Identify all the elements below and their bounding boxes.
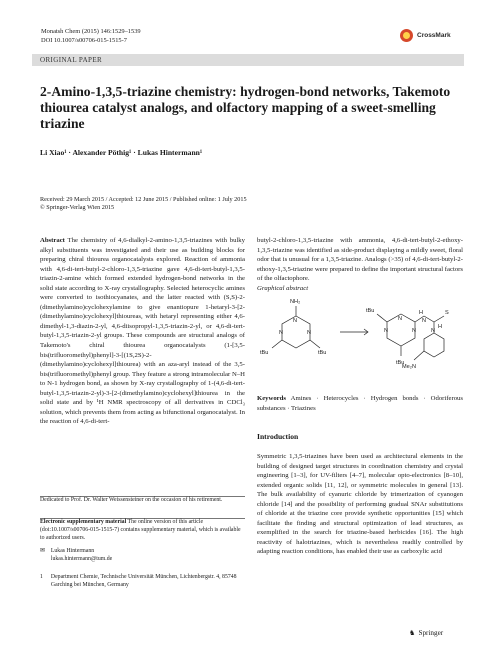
ga-label: N [398, 316, 403, 322]
abstract-heading: Abstract [40, 237, 65, 244]
section-label: ORIGINAL PAPER [40, 55, 103, 64]
ga-label: Me₂N [402, 364, 416, 370]
introduction-heading: Introduction [257, 432, 299, 441]
corr-email[interactable]: lukas.hintermann@tum.de [50, 555, 113, 562]
corr-name: Lukas Hintermann [50, 548, 95, 554]
envelope-icon: ✉ [40, 548, 45, 554]
ga-label: N [412, 328, 417, 334]
dates-line: Received: 29 March 2015 / Accepted: 12 June 2015 / Published online: 1 July 2015 [40, 196, 247, 203]
graphical-abstract [256, 292, 462, 392]
graphical-abstract-label: Graphical abstract [257, 284, 309, 292]
correspondence [40, 548, 245, 564]
abstract-continued: butyl-2-chloro-1,3,5-triazine with ammonia, 4,6-di-tert-butyl-2-ethoxy-1,3,5-triazine was identified as side-product displaying a mildly sweet, floral odor that is unusual for a 1,3,5-triazine. Analogs (>35) of 4,6-di-tert-butyl-2-ethoxy-1,3,5-triazine were prepared to define the important structural factors of the olfactophore. [257, 237, 463, 283]
ga-label: tBu [396, 360, 405, 366]
introduction-text: Symmetric 1,3,5-triazines have been used as architectural elements in the building of designed target structures in coordination chemistry and crystal engineering [1–3], for UV-filters [4–7], molecular opto-electronics [8–10], extended organic solids [11, 12], or symmetric molecules in general [13]. The bulk availability of cyanuric chloride by trimerization of cyanogen chloride [14] and the possibility of performing gradual SNAr substitutions of chloride at the triazine core provide synthetic opportunities [15] which facilitate the finding and structural optimization of lead structures, as exemplified in the search for triazine-based herbicides [16]. The high reactivity of halotriazines, which is nevertheless readily controlled by adapting reaction conditions, has enabled their use as carboxylic acid [257, 453, 463, 556]
affil-text: Department Chemie, Technische Universität München, Lichtenbergstr. 4, 85748 Garching bei München, Germany [50, 574, 237, 588]
ga-label: H [419, 310, 424, 316]
springer-horse-icon: ♞ [409, 629, 416, 637]
doi-line[interactable]: DOI 10.1007/s00706-015-1515-7 [41, 37, 127, 44]
abstract-left [40, 236, 245, 427]
springer-label: Springer [418, 628, 444, 637]
keywords-block [257, 394, 463, 413]
affiliation [40, 574, 245, 590]
keywords-heading: Keywords [257, 395, 286, 402]
crossmark-label: CrossMark [417, 32, 451, 39]
ga-label: N [431, 328, 436, 334]
keywords-text: Amines · Heterocycles · Hydrogen bonds · Odoriferous substances · Triazines [257, 395, 463, 412]
crossmark-icon [400, 29, 413, 42]
abstract-right [257, 236, 463, 293]
ga-label: tBu [366, 308, 375, 314]
dedication-note: Dedicated to Prof. Dr. Walter Weissensteiner on the occasion of his retirement. [40, 497, 223, 503]
ga-label: N [422, 318, 427, 324]
journal-line: Monatsh Chem (2015) 146:1529–1539 [41, 28, 141, 35]
author-list: Li Xiao¹ · Alexander Pöthig¹ · Lukas Hintermann¹ [40, 148, 203, 157]
journal-citation [41, 27, 141, 45]
esm-text[interactable]: The online version of this article (doi:10.1007/s00706-015-1515-7) contains supplementary material, which is available to authorized users. [40, 519, 241, 541]
section-bar [32, 54, 464, 66]
esm-heading: Electronic supplementary material [40, 519, 127, 525]
ga-label: N [307, 330, 312, 336]
ga-label: tBu [318, 350, 327, 356]
esm-note [40, 519, 245, 542]
ga-label: N [293, 318, 298, 324]
ga-label: S [445, 310, 449, 316]
crossmark-badge[interactable] [400, 29, 451, 42]
ga-label: tBu [260, 350, 269, 356]
affil-number: 1 [40, 574, 43, 580]
ga-label: H [438, 324, 443, 330]
ga-label: N [279, 330, 284, 336]
ga-label: NH₂ [290, 299, 301, 305]
ga-label: N [384, 328, 389, 334]
springer-logo [409, 628, 443, 637]
paper-title: 2-Amino-1,3,5-triazine chemistry: hydrogen-bond networks, Takemoto thiourea catalyst analogs, and olfactory mapping of a sweet-smelling triazine [40, 84, 451, 131]
copyright-line: © Springer-Verlag Wien 2015 [40, 204, 115, 212]
publication-dates [40, 196, 247, 212]
cyclohexyl-ring [424, 333, 444, 357]
abstract-text: The chemistry of 4,6-dialkyl-2-amino-1,3,5-triazines with bulky alkyl substituents was investigated and their use as building blocks for preparing chiral thiourea organocatalysts explored. Reaction of ammonia with 4,6-di-tert-butyl-2-chloro-1,3,5-triazine gave 4,6-di-tert-butyl-1,3,5-triazin-2-amine which formed extended hydrogen-bond networks in the solid state according to X-ray crystallography. Selected heterocyclic amines were converted to isothiocyanates, and the latter reacted with (S,S)-2-(dimethylamino)cyclohexylamine to give enantiopure 1-hetaryl-3-[2-(dimethylamino)cyclohexyl]thioureas, with hetaryl representing either 4,6-dimethyl-1,3-diazin-2-yl, 4,6-diisopropyl-1,3,5-triazin-2-yl, or 4,6-di-tert-butyl-1,3,5-triazin-2-yl groups. These compounds are structural analogs of Takemoto's chiral thiourea organocatalysts (1-[3,5-bis(trifluoromethyl)phenyl]-3-[(1S,2S)-2-(dimethylamino)cyclohexyl]thiourea) with an aza-aryl instead of the 3,5-bis(trifluoromethyl)phenyl group. They feature a strong intramolecular N–H to N-1 hydrogen bond, as shown by X-ray crystallography of 1-(4,6-di-tert-butyl-1,3,5-triazin-2-yl)-3-[2-(dimethylamino)cyclohexyl]thiourea in the solid state and by ¹H NMR spectroscopy of all derivatives in CDCl₃ solution, which prevents them from acting as bifunctional organocatalyst. In the reaction of 4,6-di-tert- [40, 237, 245, 426]
